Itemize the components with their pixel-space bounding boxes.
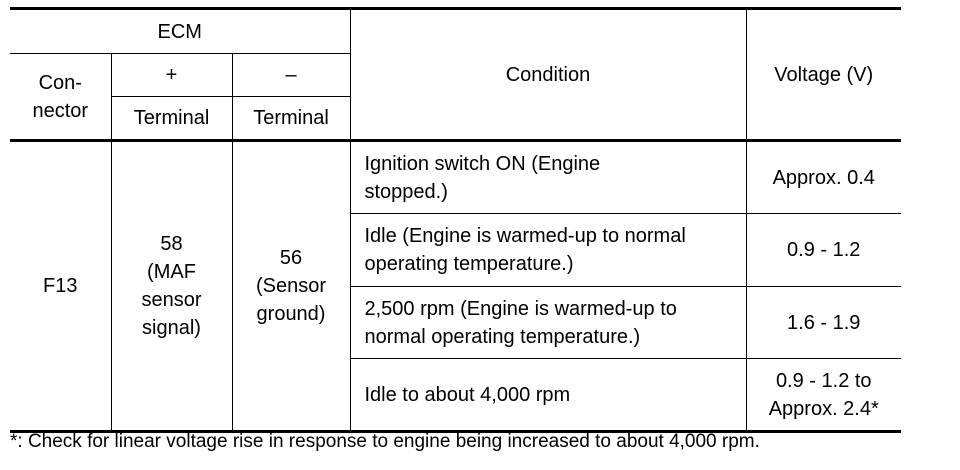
plus-terminal-header: Terminal	[111, 97, 232, 141]
minus-terminal-value	[232, 141, 350, 432]
condition-line: Idle (Engine is warmed-up to normal	[364, 225, 686, 247]
plus-terminal-line: (MAF	[147, 261, 196, 283]
voltage-line: 1.6 - 1.9	[787, 311, 861, 334]
condition-cell	[350, 287, 746, 359]
minus-terminal-line: (Sensor	[255, 275, 327, 297]
minus-header: –	[232, 54, 350, 97]
ecm-voltage-table	[10, 7, 901, 433]
condition-header: Condition	[350, 9, 746, 141]
condition-cell	[350, 214, 746, 287]
condition-line: operating temperature.)	[364, 253, 574, 275]
footnote: *: Check for linear voltage rise in response to engine being increased to about 4,000 rpm.	[10, 431, 760, 452]
connector-value-text: F13	[43, 275, 78, 297]
ecm-header: ECM	[10, 9, 350, 54]
plus-header: +	[111, 54, 232, 97]
condition-line: 2,500 rpm (Engine is warmed-up to	[364, 297, 677, 320]
voltage-line: Approx. 0.4	[772, 166, 875, 189]
plus-terminal-line: signal)	[142, 317, 201, 339]
connector-header-line: nector	[32, 99, 89, 122]
connector-value	[10, 141, 111, 432]
minus-terminal-header: Terminal	[232, 97, 350, 141]
condition-line: Ignition switch ON (Engine	[364, 152, 601, 175]
condition-cell	[350, 141, 746, 214]
plus-terminal-line: 58	[160, 233, 183, 255]
condition-cell	[350, 359, 746, 432]
voltage-cell	[746, 287, 901, 359]
plus-terminal-value	[111, 141, 232, 432]
minus-terminal-line: ground)	[256, 303, 326, 325]
voltage-cell	[746, 141, 901, 214]
voltage-line: Approx. 2.4*	[768, 397, 879, 420]
condition-line: Idle to about 4,000 rpm	[364, 383, 571, 406]
voltage-line: 0.9 - 1.2 to	[775, 369, 872, 392]
voltage-line: 0.9 - 1.2	[787, 239, 861, 261]
voltage-header: Voltage (V)	[746, 9, 901, 141]
voltage-cell	[746, 214, 901, 287]
plus-terminal-line: sensor	[141, 289, 202, 311]
connector-header	[10, 54, 111, 141]
condition-line: normal operating temperature.)	[364, 325, 641, 348]
voltage-cell	[746, 359, 901, 432]
connector-header-line: Con-	[38, 71, 82, 94]
minus-terminal-line: 56	[279, 247, 303, 269]
condition-line: stopped.)	[364, 180, 448, 203]
